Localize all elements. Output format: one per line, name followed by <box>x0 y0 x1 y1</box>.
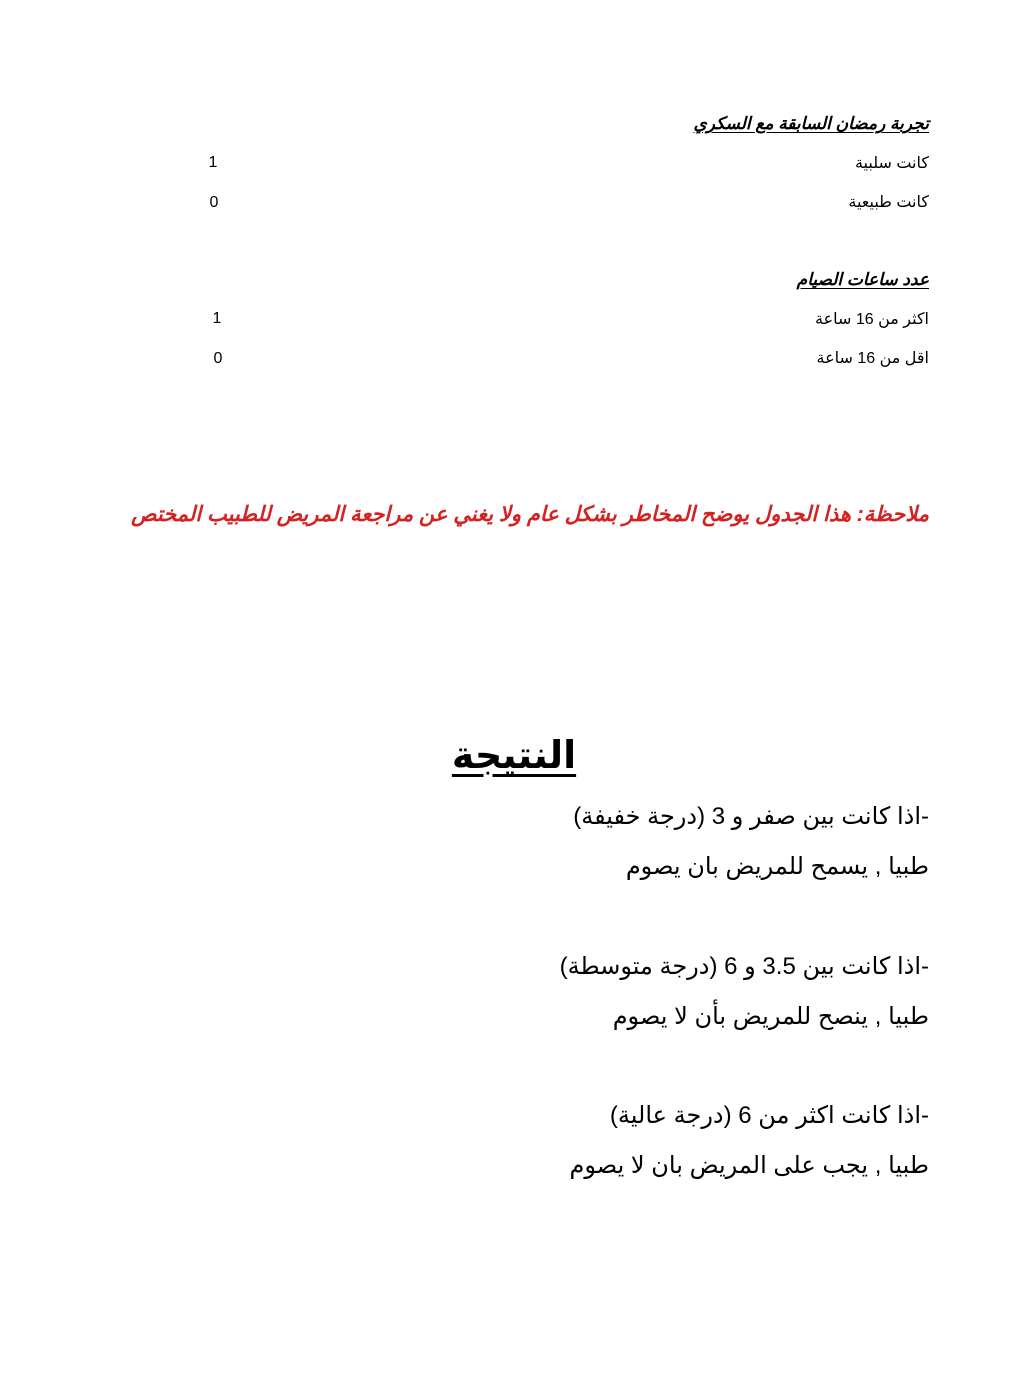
result-advice-high: طبيا , يجب على المريض بان لا يصوم <box>569 1152 929 1179</box>
result-condition-moderate: -اذا كانت بين 3.5 و 6 (درجة متوسطة) <box>559 953 929 980</box>
disclaimer-note: ملاحظة: هذا الجدول يوضح المخاطر بشكل عام ولا يغني عن مراجعة المريض للطبيب المختص <box>131 503 929 526</box>
row-value-normal: 0 <box>209 194 219 211</box>
result-condition-mild: -اذا كانت بين صفر و 3 (درجة خفيفة) <box>573 803 929 830</box>
row-label-normal: كانت طبيعية <box>848 194 929 211</box>
row-value-less-than-16: 0 <box>213 350 223 367</box>
row-value-negative: 1 <box>208 154 218 171</box>
result-advice-moderate: طبيا , ينصح للمريض بأن لا يصوم <box>612 1003 929 1030</box>
section-heading-fasting-hours: عدد ساعات الصيام <box>796 270 929 289</box>
row-value-more-than-16: 1 <box>212 310 222 327</box>
result-title: النتيجة <box>451 735 577 777</box>
section-heading-previous-ramadan: تجربة رمضان السابقة مع السكري <box>693 114 929 133</box>
result-advice-mild: طبيا , يسمح للمريض بان يصوم <box>625 853 929 880</box>
result-condition-high: -اذا كانت اكثر من 6 (درجة عالية) <box>609 1102 929 1129</box>
row-label-less-than-16: اقل من 16 ساعة <box>816 350 929 367</box>
row-label-negative: كانت سلبية <box>854 155 929 172</box>
row-label-more-than-16: اكثر من 16 ساعة <box>814 311 929 328</box>
